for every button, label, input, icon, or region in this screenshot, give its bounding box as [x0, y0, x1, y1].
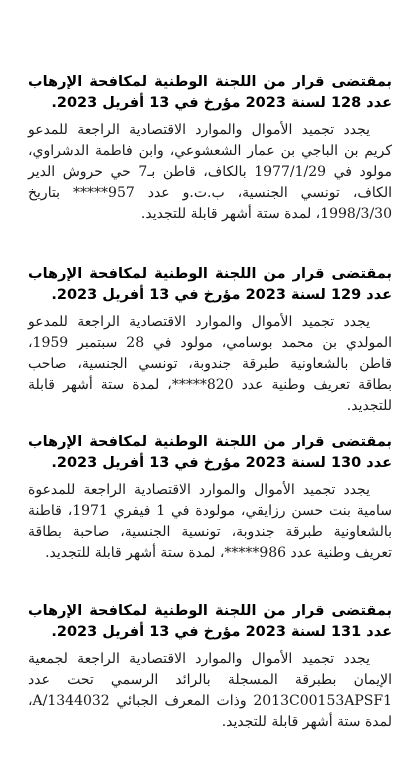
- decision-title: بمقتضى قرار من اللجنة الوطنية لمكافحة الإرهاب عدد 131 لسنة 2023 مؤرخ في 13 أفريل 2023.: [28, 603, 392, 640]
- decision-131: [28, 601, 392, 733]
- decision-body: يجدد تجميد الأموال والموارد الاقتصادية الراجعة للمدعوة سامية بنت حسن رزايقي، مولودة في 1 فيفري 1971، قاطنة بالشعاونية طبرقة جندوبة، تونسية الجنسية، صاحبة بطاقة تعريف وطنية عدد 986*****، لمدة ستة أشهر قابلة للتجديد.: [28, 482, 392, 561]
- document-page: [28, 0, 392, 762]
- decision-128: [28, 72, 392, 225]
- decision-title: بمقتضى قرار من اللجنة الوطنية لمكافحة الإرهاب عدد 129 لسنة 2023 مؤرخ في 13 أفريل 2023.: [28, 266, 392, 303]
- decision-130: [28, 432, 392, 564]
- decision-129: [28, 264, 392, 417]
- decision-title: بمقتضى قرار من اللجنة الوطنية لمكافحة الإرهاب عدد 130 لسنة 2023 مؤرخ في 13 أفريل 2023.: [28, 434, 392, 471]
- decision-body: يجدد تجميد الأموال والموارد الاقتصادية الراجعة للمدعو كريم بن الباجي بن عمار الشعشوعي، وابن فاطمة الدشراوي، مولود في 1977/1/29 بالكاف، قاطن بـ7 حي حروش الدير الكاف، تونسي الجنسية، ب.ت.و عدد 957***** بتاريخ 1998/3/30، لمدة ستة أشهر قابلة للتجديد.: [28, 122, 392, 222]
- decision-title: بمقتضى قرار من اللجنة الوطنية لمكافحة الإرهاب عدد 128 لسنة 2023 مؤرخ في 13 أفريل 2023.: [28, 74, 392, 111]
- decision-body: يجدد تجميد الأموال والموارد الاقتصادية الراجعة للمدعو المولدي بن محمد بوسامي، مولود في 28 سبتمبر 1959، قاطن بالشعاونية طبرقة جندوبة، تونسي الجنسية، صاحب بطاقة تعريف وطنية عدد 820*****، لمدة ستة أشهر قابلة للتجديد.: [28, 314, 392, 414]
- decision-body: يجدد تجميد الأموال والموارد الاقتصادية الراجعة لجمعية الإيمان بطبرقة المسجلة بالرائد الرسمي تحت عدد 2013C00153APSF1 وذات المعرف الجبائي A/1344032، لمدة ستة أشهر قابلة للتجديد.: [28, 651, 392, 730]
